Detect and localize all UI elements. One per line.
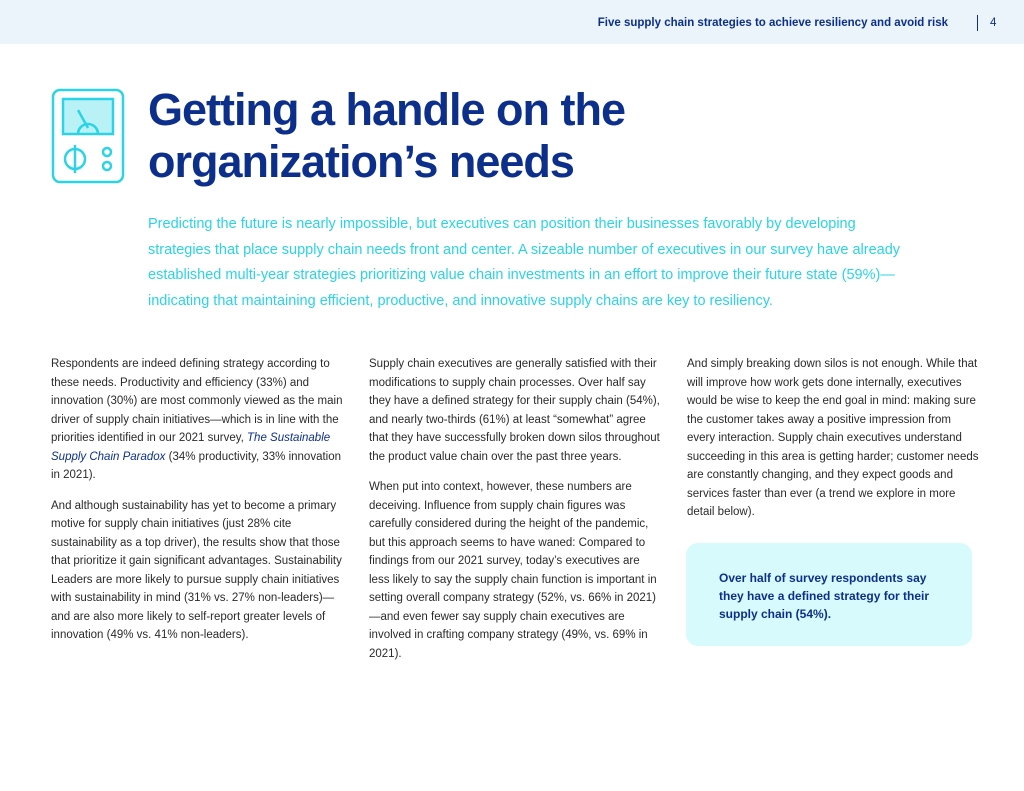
body-column-1	[51, 355, 343, 657]
column1-paragraph2: And although sustainability has yet to become a primary motive for supply chain initiatives (just 28% cite sustainability as a top driver), the results show that those that prioritize it gain significant advantages. Sustainability Leaders are more likely to pursue supply chain initiatives with sustainability in mind (31% vs. 27% non-leaders)—and are also more likely to self-report greater levels of innovation (49% vs. 41% non-leaders).	[51, 499, 342, 641]
running-header-title: Five supply chain strategies to achieve resiliency and avoid risk	[597, 17, 948, 29]
callout-box	[686, 543, 972, 646]
header-divider	[977, 15, 978, 31]
gauge-panel-icon	[51, 88, 125, 184]
page-number: 4	[990, 17, 997, 29]
report-link[interactable]: The Sustainable Supply Chain Paradox	[51, 432, 331, 463]
column3-paragraph1: And simply breaking down silos is not enough. While that will improve how work gets done internally, executives would be wise to keep the end goal in mind: making sure the customer takes away a positive impression from every interaction. Supply chain executives understand succeeding in this area is getting harder; customer needs are constantly changing, and they expect goods and services faster than ever (a trend we explore in more detail below).	[687, 358, 979, 518]
body-column-3	[687, 355, 979, 534]
column2-paragraph2: When put into context, however, these numbers are deceiving. Influence from supply chain figures was carefully considered during the height of the pandemic, but this approach seems to have waned: Compared to findings from our 2021 survey, today’s executives are less likely to say the supply chain function is important in setting overall company strategy (52%, vs. 66% in 2021)—and even fewer say supply chain executives are involved in crafting company strategy (49%, vs. 69% in 2021).	[369, 481, 657, 660]
page-title-line1: Getting a handle on the	[148, 84, 626, 135]
body-column-2	[369, 355, 661, 675]
column1-paragraph1	[51, 355, 343, 485]
callout-text: Over half of survey respondents say they have a defined strategy for their supply chain (54%).	[719, 571, 930, 621]
column1-p1-text-end: (34% productivity, 33% innovation in 2021).	[51, 450, 342, 481]
header-bar	[0, 0, 1024, 44]
page-title	[148, 84, 625, 188]
column1-p1-text: Respondents are indeed defining strategy according to these needs. Productivity and efficiency (33%) and innovation (30%) are most commonly viewed as the main driver of supply chain initiatives—which is in line with the priorities identified in our 2021 survey,	[51, 358, 343, 444]
column2-paragraph1: Supply chain executives are generally satisfied with their modifications to supply chain processes. Over half say they have a defined strategy for their supply chain (54%), and nearly two-thirds (61%) at least “somewhat” agree that they have successfully broken down silos throughout the product value chain over the past three years.	[369, 358, 660, 463]
page-title-line2: organization’s needs	[148, 136, 574, 187]
intro-paragraph: Predicting the future is nearly impossible, but executives can position their businesses favorably by developing strategies that place supply chain needs front and center. A sizeable number of executives in our survey have already established multi-year strategies prioritizing value chain investments in an effort to improve their future state (59%)—indicating that maintaining efficient, productive, and innovative supply chains are key to resiliency.	[148, 216, 901, 309]
